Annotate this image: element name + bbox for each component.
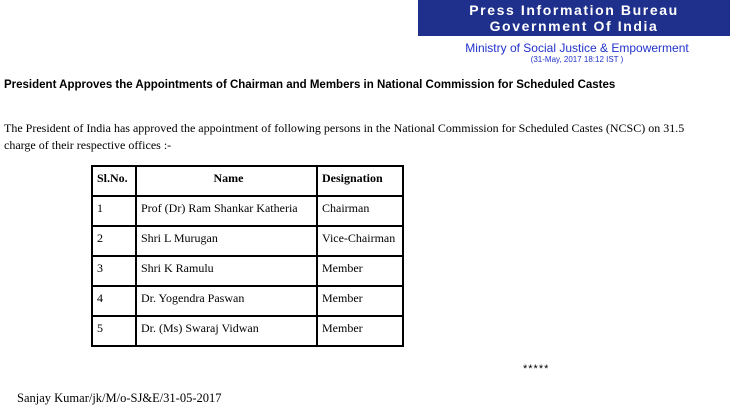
ministry-name: Ministry of Social Justice & Empowerment	[465, 41, 689, 55]
goi-title: Government Of India	[489, 18, 659, 34]
release-headline: President Approves the Appointments of Chairman and Members in National Commission for Scheduled Castes	[4, 79, 616, 91]
cell-slno: 2	[92, 226, 136, 256]
cell-designation: Member	[317, 286, 403, 316]
cell-designation: Chairman	[317, 196, 403, 226]
body-line-1: The President of India has approved the appointment of following persons in the National Commission for Scheduled Castes (NCSC) on 31.5	[4, 121, 685, 135]
table-header-row	[92, 166, 403, 196]
table-row	[92, 196, 403, 226]
release-signature: Sanjay Kumar/jk/M/o-SJ&E/31-05-2017	[17, 391, 222, 405]
cell-name: Prof (Dr) Ram Shankar Katheria	[136, 196, 317, 226]
cell-slno: 1	[92, 196, 136, 226]
header-slno: Sl.No.	[92, 166, 136, 196]
release-body	[4, 120, 726, 154]
pib-header-banner	[418, 0, 730, 36]
cell-slno: 3	[92, 256, 136, 286]
release-datetime: (31-May, 2017 18:12 IST )	[530, 55, 624, 64]
header-designation: Designation	[317, 166, 403, 196]
table-row	[92, 316, 403, 346]
cell-slno: 4	[92, 286, 136, 316]
cell-name: Shri L Murugan	[136, 226, 317, 256]
table-row	[92, 286, 403, 316]
appointments-table	[91, 165, 404, 347]
cell-name: Dr. Yogendra Paswan	[136, 286, 317, 316]
table-row	[92, 256, 403, 286]
body-line-2: charge of their respective offices :-	[4, 138, 172, 152]
cell-name: Dr. (Ms) Swaraj Vidwan	[136, 316, 317, 346]
cell-designation: Member	[317, 316, 403, 346]
pib-title: Press Information Bureau	[469, 2, 679, 18]
cell-designation: Member	[317, 256, 403, 286]
cell-designation: Vice-Chairman	[317, 226, 403, 256]
cell-name: Shri K Ramulu	[136, 256, 317, 286]
end-marker: *****	[523, 363, 550, 375]
header-name: Name	[136, 166, 317, 196]
table-row	[92, 226, 403, 256]
cell-slno: 5	[92, 316, 136, 346]
